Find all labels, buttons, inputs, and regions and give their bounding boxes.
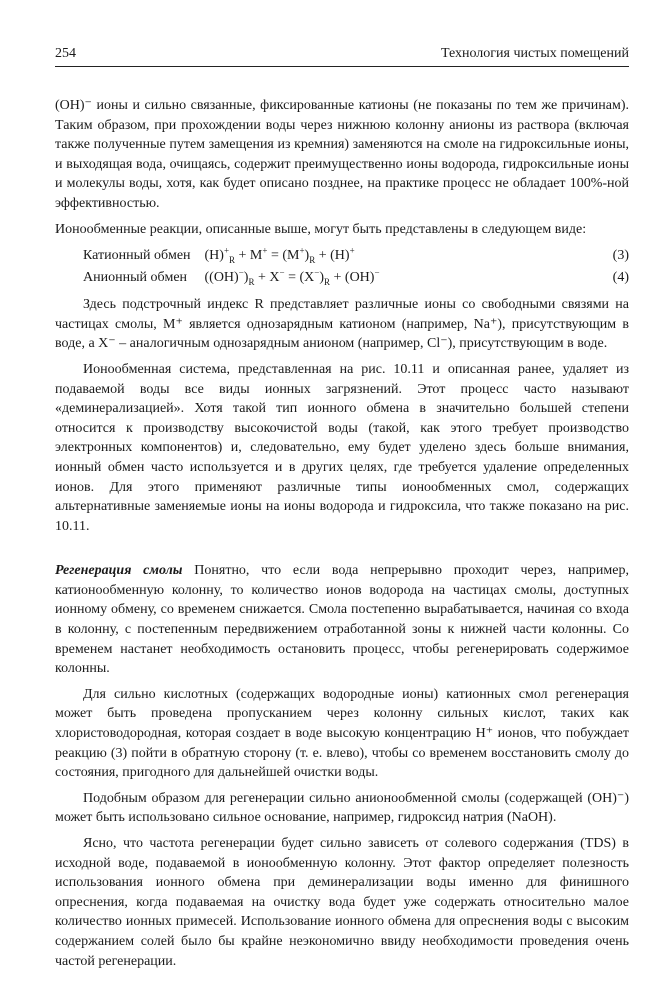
equation-number: (3): [612, 248, 629, 264]
equation-3: Катионный обмен $(H)^+_R + M^+ = (M^+)_R + (H)^+$ (3): [83, 245, 629, 267]
equation-label: Анионный обмен: [83, 270, 188, 286]
page-number: 254: [55, 46, 76, 61]
running-title: Технология чистых помещений: [440, 46, 629, 61]
paragraph-4: Ионообменная система, представленная на рис. 10.11 и описанная ранее, удаляет из подаваемой воды все виды ионных загрязнений. Этот процесс часто называют «деминерализацией». Хотя такой тип ионного обмена в значительно большей степени относится к производству высокочистой воды (такой, как этого требует производство электронных компонентов) и, следовательно, ему будет уделено здесь больше внимания, ионный обмен часто используется и в других целях, где требуется удаление определенных ионов. Для этого применяют различные типы ионообменных смол, содержащих альтернативные заменяемые ионы на ионы водорода и гидроксила, что также показано на рис. 10.11.: [55, 361, 629, 534]
equation-number: (4): [612, 270, 629, 286]
equation-4: Анионный обмен $((OH)^-)_R + X^- = (X^-)_R + (OH)^-$ (4): [83, 267, 629, 289]
page-body: [55, 96, 629, 971]
section-runin-heading: Регенерация смолы: [55, 563, 183, 579]
equation-label: Катионный обмен: [83, 248, 191, 264]
paragraph-7: Подобным образом для регенерации сильно анионообменной смолы (содержащей (ОН)⁻) может быть использовано сильное основание, например, гидроксид натрия (NaOH).: [55, 790, 629, 826]
paragraph-3: Здесь подстрочный индекс R представляет различные ионы со свободными связями на частицах смолы, М⁺ является однозарядным катионом (например, Na⁺), присутствующим в воде, а X⁻ – аналогичным однозарядным анионом (например, Cl⁻), присутствующим в воде.: [55, 297, 629, 352]
running-header: [55, 44, 629, 67]
paragraph-2: Ионообменные реакции, описанные выше, могут быть представлены в следующем виде:: [55, 221, 587, 237]
paragraph-8: Ясно, что частота регенерации будет сильно зависеть от солевого содержания (TDS) в исходной воде, подаваемой в ионообменную колонну. Этот фактор определяет полезность использования ионного обмена при деминерализации воды именно для финишного опреснения, когда подаваемая на очистку вода будет уже содержать относительно малое количество ионных примесей. Использование ионного обмена для опреснения воды с высоким содержанием солей было бы крайне неэкономично ввиду необходимости проведения очень частой регенерации.: [55, 836, 629, 969]
paragraph-6: Для сильно кислотных (содержащих водородные ионы) катионных смол регенерация может быть проведена пропусканием через колонну сильных кислот, таких как хлористоводородная, которая создает в воде высокую концентрацию Н⁺ ионов, что побуждает реакцию (3) пойти в обратную сторону (т. е. влево), чтобы со временем восстановить смолу до состояния, пригодного для дальнейшей очистки воды.: [55, 686, 629, 781]
paragraph-5: Регенерация смолы Понятно, что если вода непрерывно проходит через, например, катионообменную колонну, то количество ионов водорода на частицах смолы, доступных ионному обмену, со временем снижается. Смола постепенно вырабатывается, начиная со входа в колонну, с постепенным передвижением отработанной зоны к нижней части колонны. Со временем настанет необходимость остановить процесс, чтобы регенерировать содержимое колонны.: [55, 563, 629, 677]
paragraph-1: (ОН)⁻ ионы и сильно связанные, фиксированные катионы (не показаны по тем же причинам). Таким образом, при прохождении воды через нижнюю колонну анионы из раствора (включая также полученные путем замещения из кремния) заменяются на смоле на гидроксильные ионы, и выходящая вода, очищаясь, содержит преимущественно ионы водорода, гидроксильные ионы и молекулы воды, хотя, как будет описано позднее, на практике процесс не обладает 100%-ной эффективностью.: [55, 98, 629, 211]
